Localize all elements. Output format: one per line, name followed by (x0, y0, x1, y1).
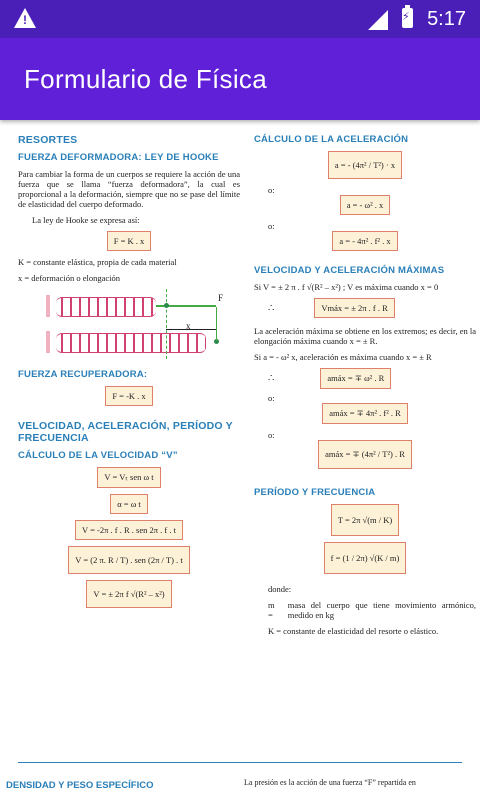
heading-periodo: PERÍODO Y FRECUENCIA (254, 487, 376, 498)
right-column (254, 134, 476, 642)
heading-velocidad: VELOCIDAD, ACELERACIÓN, PERÍODO Y FRECUENCIA (18, 420, 233, 444)
app-title: Formulario de Física (24, 64, 267, 94)
k-elasticity-definition: K = constante de elasticidad del resorte o elástico. (268, 626, 439, 636)
warning-icon (14, 8, 36, 28)
or-label: o: (268, 393, 275, 403)
donde-label: donde: (268, 584, 292, 594)
status-time: 5:17 (427, 8, 466, 30)
spring-coil-bottom (56, 333, 206, 353)
formula-frecuencia: f = (1 / 2π) √(K / m) (324, 542, 407, 574)
status-bar (0, 0, 480, 38)
spring-wall-top (46, 295, 50, 317)
vmax-condition: Si V = ± 2 π . f √(R² – x²) ; V es máxima cuando x = 0 (254, 282, 439, 292)
formula-recuperadora: F = -K . x (105, 386, 152, 406)
formula-v1: V = Vₜ sen ω t (97, 467, 160, 488)
spring-diagram (46, 289, 240, 359)
formula-a3: a = - 4π² . f² . x (332, 231, 397, 251)
formula-a2: a = - ω² . x (340, 195, 391, 215)
formula-v3: V = -2π . f . R . sen 2π . f . t (75, 520, 183, 540)
formula-v4: V = (2 π. R / T) . sen (2π / T) . t (68, 546, 190, 574)
formula-amax3: amáx = ∓ (4π² / T²) . R (318, 440, 412, 469)
amax-condition: Si a = - ω² x, aceleración es máxima cuando x = ± R (254, 352, 432, 362)
formula-v5: V = ± 2π f √(R² – x²) (86, 580, 171, 608)
left-column (18, 134, 240, 614)
therefore-symbol: ∴ (268, 302, 275, 314)
heading-aceleracion: CÁLCULO DE LA ACELERACIÓN (254, 134, 409, 145)
ley-hooke-text: La ley de Hooke se expresa así: (32, 215, 140, 225)
heading-maximas: VELOCIDAD Y ACELERACIÓN MÁXIMAS (254, 265, 445, 276)
app-bar (0, 38, 480, 120)
section-divider (18, 762, 462, 763)
heading-hooke: FUERZA DEFORMADORA: LEY DE HOOKE (18, 152, 219, 163)
formula-vmax: Vmáx = ± 2π . f . R (314, 298, 394, 318)
formula-amax1: amáx = ∓ ω² . R (320, 368, 391, 389)
amax-explanation: La aceleración máxima se obtiene en los extremos; es decir, en la elongación máxima cuando x = ± R. (254, 326, 476, 346)
formula-v2: α = ω t (110, 494, 148, 514)
spring-coil-top (56, 297, 156, 317)
force-label: F (218, 293, 224, 303)
heading-calculo-v: CÁLCULO DE LA VELOCIDAD “V” (18, 450, 178, 461)
heading-resortes: RESORTES (18, 134, 78, 146)
therefore-symbol: ∴ (268, 373, 275, 384)
or-label: o: (268, 221, 275, 231)
end-line (216, 307, 217, 341)
elongation-label: x (186, 321, 191, 331)
spring-wall-bottom (46, 331, 50, 353)
heading-recuperadora: FUERZA RECUPERADORA: (18, 369, 148, 380)
formula-amax2: amáx = ∓ 4π² . f² . R (322, 403, 408, 424)
formula-a1: a = - (4π² / T²) · x (328, 151, 402, 179)
formula-hooke: F = K . x (107, 231, 152, 251)
formula-page[interactable] (0, 120, 480, 800)
signal-icon (368, 10, 388, 30)
formula-periodo: T = 2π √(m / K) (331, 504, 399, 536)
elongation-arrow (166, 329, 216, 330)
heading-densidad: DENSIDAD Y PESO ESPECÍFICO (6, 780, 154, 791)
presion-paragraph: La presión es la acción de una fuerza “F” repartida en (244, 778, 416, 787)
m-key: m = (268, 600, 275, 620)
x-definition: x = deformación o elongación (18, 273, 121, 283)
spring-end-dot (164, 303, 169, 308)
hooke-paragraph: Para cambiar la forma de un cuerpos se requiere la acción de una fuerza que se llama “fuerza deformadora”, la cual es proporcional a la deformación, siempre que no se pase del límite de elasticidad del cuerpo deformado. (18, 169, 240, 209)
rest-position-line (166, 289, 167, 359)
or-label: o: (268, 185, 275, 195)
k-definition: K = constante elástica, propia de cada material (18, 257, 177, 267)
battery-charging-icon (402, 8, 413, 28)
or-label: o: (268, 430, 275, 440)
m-definition: masa del cuerpo que tiene movimiento armónico, medido en kg (287, 600, 476, 620)
